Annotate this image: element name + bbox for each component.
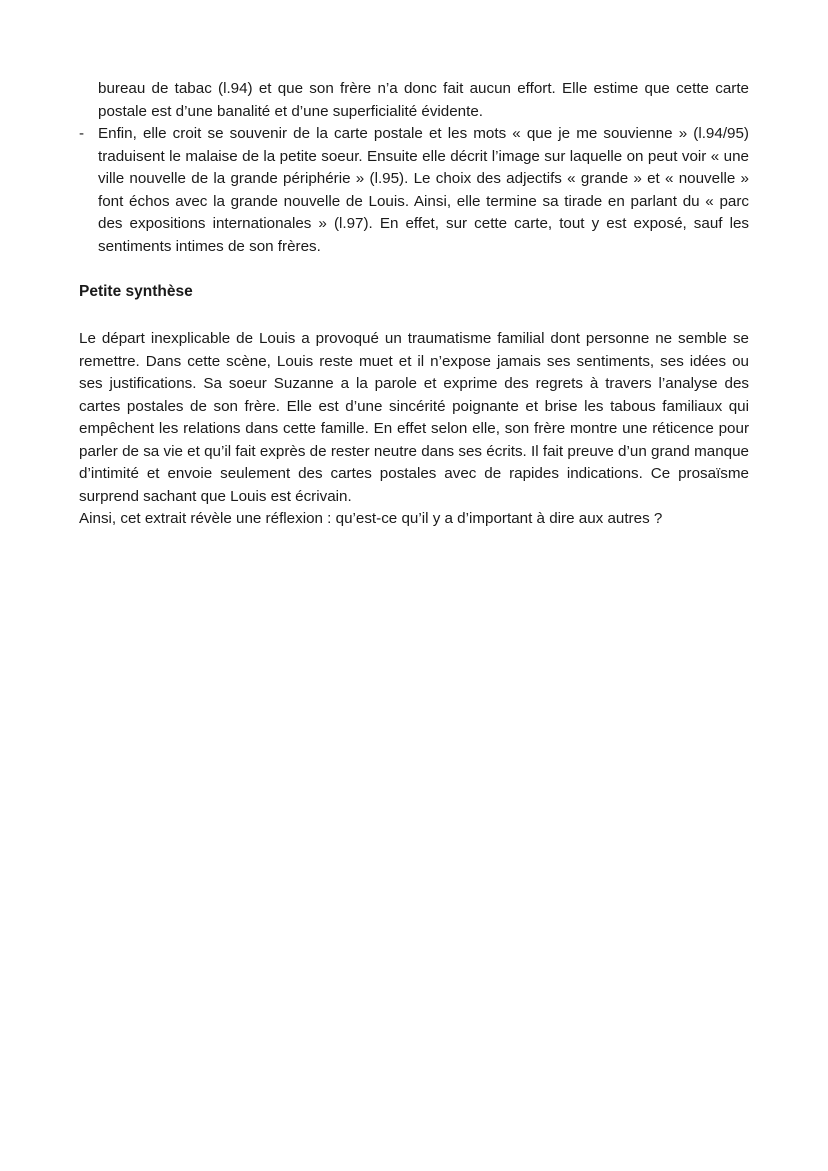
section-title: Petite synthèse: [79, 283, 193, 300]
continued-bullet-content: bureau de tabac (l.94) et que son frère n’a donc fait aucun effort. Elle estime que cette carte postale est d’une banalité et d’une superficialité évidente.: [98, 80, 749, 120]
bullet-dash: -: [79, 125, 85, 142]
closing-line: Ainsi, cet extrait révèle une réflexion : qu’est-ce qu’il y a d’important à dire aux autres ?: [79, 510, 663, 527]
bullet-item-text: Enfin, elle croit se souvenir de la carte postale et les mots « que je me souvienne » (l.94/95) traduisent le malaise de la petite soeur. Ensuite elle décrit l’image sur laquelle on peut voir « une ville nouvelle de la grande périphérie » (l.95). Le choix des adjectifs « grande » et « nouvelle » font échos avec la grande nouvelle de Louis. Ainsi, elle termine sa tirade en parlant du « parc des expositions internationales » (l.97). En effet, sur cette carte, tout y est exposé, sauf les sentiments intimes de son frères.: [98, 125, 749, 255]
continued-bullet-text: [79, 78, 749, 123]
bullet-item: [79, 123, 749, 258]
document-page: [79, 78, 749, 531]
synthesis-paragraph: Le départ inexplicable de Louis a provoqué un traumatisme familial dont personne ne semble se remettre. Dans cette scène, Louis reste muet et il n’expose jamais ses sentiments, ses idées ou ses justifications. Sa soeur Suzanne a la parole et exprime des regrets à travers l’analyse des cartes postales de son frère. Elle est d’une sincérité poignante et brise les tabous familiaux qui empêchent les relations dans cette famille. En effet selon elle, son frère montre une réticence pour parler de sa vie et qu’il fait exprès de rester neutre dans ses écrits. Il fait preuve d’un grand manque d’intimité et envoie seulement des cartes postales avec de rapides indications. Ce prosaïsme surprend sachant que Louis est écrivain.: [79, 330, 749, 505]
